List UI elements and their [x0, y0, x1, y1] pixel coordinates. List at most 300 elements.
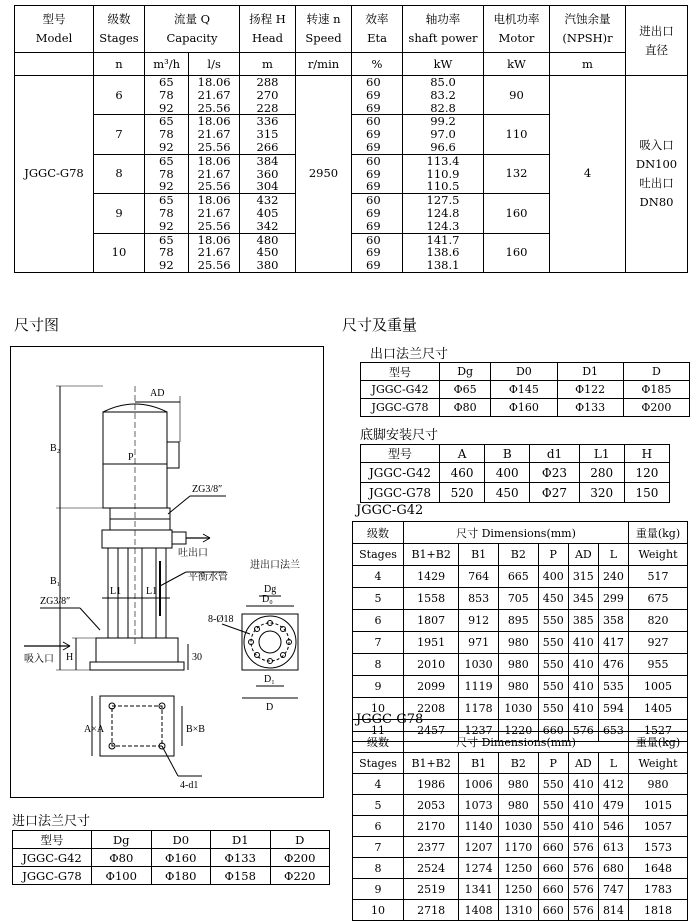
col-header: Weight — [629, 544, 688, 566]
label-b1: B₁ — [50, 576, 61, 587]
label-zg-top: ZG3/8″ — [192, 484, 223, 495]
table-row — [353, 676, 688, 698]
cell: 1310 — [498, 900, 538, 921]
cell: 120 — [624, 463, 669, 483]
cell: JGGC-G42 — [361, 463, 440, 483]
col-header: P — [538, 753, 568, 774]
dimension-drawing-title: 尺寸图 — [14, 316, 60, 334]
cell: 412 — [598, 774, 628, 795]
cell: 1237 — [459, 720, 499, 742]
col-header: 重量(kg) — [629, 522, 688, 544]
col-header: 型号 Model — [15, 6, 94, 53]
label-axa: A×A — [84, 724, 105, 735]
col-header: Dg — [440, 363, 491, 381]
flow-ls-cell: 18.06 21.67 25.56 — [189, 115, 240, 154]
col-header: A — [440, 445, 485, 463]
cell: JGGC-G78 — [361, 399, 440, 417]
cell: 550 — [538, 774, 568, 795]
cell: Φ23 — [530, 463, 579, 483]
motor-cell: 160 — [484, 233, 550, 272]
table-row — [353, 879, 688, 900]
cell: 971 — [459, 632, 499, 654]
head-cell: 384 360 304 — [240, 154, 296, 193]
cell: 546 — [598, 816, 628, 837]
cell: 705 — [498, 588, 538, 610]
cell: 4 — [353, 566, 404, 588]
col-header: D1 — [211, 831, 271, 849]
col-header: B2 — [498, 544, 538, 566]
eta-cell: 60 69 69 — [352, 76, 403, 115]
cell: 1250 — [498, 879, 538, 900]
cell: 576 — [568, 837, 598, 858]
cell: 550 — [538, 632, 568, 654]
cell: 385 — [568, 610, 598, 632]
cell: 2519 — [404, 879, 459, 900]
unit-cell: n — [94, 53, 145, 76]
cell: 476 — [598, 654, 628, 676]
base-install-title: 底脚安装尺寸 — [360, 428, 439, 443]
cell: Φ158 — [211, 867, 271, 885]
cell: 2170 — [404, 816, 459, 837]
table-row — [353, 858, 688, 879]
cell: 1818 — [629, 900, 688, 921]
flange-square — [242, 614, 298, 670]
cell: 955 — [629, 654, 688, 676]
cell: 576 — [568, 720, 598, 742]
flow-ls-cell: 18.06 21.67 25.56 — [189, 76, 240, 115]
cell: 9 — [353, 676, 404, 698]
cell: 1057 — [629, 816, 688, 837]
cell: 4 — [353, 774, 404, 795]
table-row — [353, 632, 688, 654]
cell: Φ133 — [557, 399, 623, 417]
col-header: 汽蚀余量 (NPSH)r — [550, 6, 626, 53]
flow-m3h-cell: 65 78 92 — [145, 76, 189, 115]
col-header: D0 — [151, 831, 211, 849]
cell: 550 — [538, 795, 568, 816]
cell: 2718 — [404, 900, 459, 921]
cell: 665 — [498, 566, 538, 588]
table-row — [13, 867, 330, 885]
col-header: Dg — [92, 831, 152, 849]
shaft-power-cell: 85.0 83.2 82.8 — [403, 76, 484, 115]
cell: 550 — [538, 816, 568, 837]
stage-cell: 8 — [94, 154, 145, 193]
table-header-row — [361, 445, 670, 463]
unit-cell — [15, 53, 94, 76]
cell: 814 — [598, 900, 628, 921]
cell: 1408 — [459, 900, 499, 921]
label-b2: B₂ — [50, 443, 61, 454]
cell: 320 — [579, 483, 624, 503]
cell: 299 — [598, 588, 628, 610]
cell: 345 — [568, 588, 598, 610]
label-d0: D₀ — [262, 594, 273, 605]
flow-m3h-cell: 65 78 92 — [145, 194, 189, 233]
label-l1-a: L1 — [110, 586, 122, 597]
pump-dimension-drawing — [10, 346, 324, 798]
cell: Φ160 — [491, 399, 557, 417]
cell: 550 — [538, 698, 568, 720]
cell: 980 — [629, 774, 688, 795]
cell: 358 — [598, 610, 628, 632]
unit-cell: m — [240, 53, 296, 76]
cell: Φ27 — [530, 483, 579, 503]
outlet-section — [102, 530, 172, 548]
cell: 927 — [629, 632, 688, 654]
cell: 1951 — [404, 632, 459, 654]
cell: 747 — [598, 879, 628, 900]
col-header: B — [485, 445, 530, 463]
col-header: 型号 — [361, 445, 440, 463]
cell: 1220 — [498, 720, 538, 742]
cell: 1558 — [404, 588, 459, 610]
col-header: 级数 — [353, 732, 404, 753]
label-l1-b: L1 — [146, 586, 158, 597]
cell: 550 — [538, 676, 568, 698]
cell: 912 — [459, 610, 499, 632]
cell: 980 — [498, 774, 538, 795]
flange-outer — [244, 616, 296, 668]
cell: Φ133 — [211, 849, 271, 867]
npsh-cell: 4 — [550, 76, 626, 273]
cell: 980 — [498, 632, 538, 654]
outlet-flange-table — [360, 362, 690, 417]
cell: 2524 — [404, 858, 459, 879]
cell: 2208 — [404, 698, 459, 720]
table-row — [353, 588, 688, 610]
cell: 8 — [353, 654, 404, 676]
cell: 410 — [568, 795, 598, 816]
cell: 410 — [568, 632, 598, 654]
flow-m3h-cell: 65 78 92 — [145, 154, 189, 193]
cell: 417 — [598, 632, 628, 654]
unit-cell: r/min — [296, 53, 352, 76]
label-inlet: 吸入口 — [24, 654, 54, 665]
col-header: 转速 n Speed — [296, 6, 352, 53]
cell: 764 — [459, 566, 499, 588]
table-row — [361, 463, 670, 483]
cell: 1178 — [459, 698, 499, 720]
cell: 6 — [353, 816, 404, 837]
inlet-flange-title: 进口法兰尺寸 — [12, 814, 91, 829]
cell: 576 — [568, 879, 598, 900]
base-install-table — [360, 444, 670, 503]
cell: 895 — [498, 610, 538, 632]
flow-ls-cell: 18.06 21.67 25.56 — [189, 233, 240, 272]
cell: 535 — [598, 676, 628, 698]
label-holes: 8-Ø18 — [208, 614, 234, 625]
label-ad: AD — [150, 388, 165, 399]
cell: 1429 — [404, 566, 459, 588]
flow-ls-cell: 18.06 21.67 25.56 — [189, 194, 240, 233]
cell: 9 — [353, 879, 404, 900]
inlet-section — [96, 638, 178, 662]
table-row — [361, 483, 670, 503]
table-header-row — [13, 831, 330, 849]
flange-bore — [259, 631, 281, 653]
g78-title: JGGC-G78 — [356, 712, 424, 727]
cell: Φ100 — [92, 867, 152, 885]
col-header: B1 — [459, 544, 499, 566]
flow-m3h-cell: 65 78 92 — [145, 115, 189, 154]
cell: Φ65 — [440, 381, 491, 399]
cell: 400 — [538, 566, 568, 588]
head-cell: 288 270 228 — [240, 76, 296, 115]
table-row — [361, 381, 690, 399]
cell: 576 — [568, 900, 598, 921]
col-header: 型号 — [361, 363, 440, 381]
col-header: 级数 Stages — [94, 6, 145, 53]
cell: 1005 — [629, 676, 688, 698]
cell: 660 — [538, 879, 568, 900]
cell: 1170 — [498, 837, 538, 858]
dimension-weight-title: 尺寸及重量 — [342, 316, 418, 334]
col-header: D0 — [491, 363, 557, 381]
cell: 10 — [353, 698, 404, 720]
flange-bolt-circle — [251, 623, 289, 661]
cell: Φ122 — [557, 381, 623, 399]
label-zg-left: ZG3/8″ — [40, 596, 71, 607]
cell: 594 — [598, 698, 628, 720]
col-header: L — [598, 753, 628, 774]
label-outlet: 吐出口 — [178, 548, 208, 559]
cell: 1807 — [404, 610, 459, 632]
col-header: D1 — [557, 363, 623, 381]
table-row — [353, 610, 688, 632]
cell: 400 — [485, 463, 530, 483]
cell: 460 — [440, 463, 485, 483]
stage-cell: 9 — [94, 194, 145, 233]
cell: 150 — [624, 483, 669, 503]
cell: 410 — [568, 816, 598, 837]
col-header: B2 — [498, 753, 538, 774]
cell: 1527 — [629, 720, 688, 742]
cell: 5 — [353, 795, 404, 816]
label-d1: D₁ — [264, 674, 275, 685]
label-p: P — [128, 452, 134, 463]
head-cell: 480 450 380 — [240, 233, 296, 272]
cell: Φ200 — [270, 849, 330, 867]
motor-cell: 90 — [484, 76, 550, 115]
cell: 680 — [598, 858, 628, 879]
cell: 10 — [353, 900, 404, 921]
model-cell: JGGC-G78 — [15, 76, 94, 273]
cell: Φ80 — [92, 849, 152, 867]
label-feet: 4-d1 — [180, 780, 199, 791]
cell: 450 — [538, 588, 568, 610]
cell: 450 — [485, 483, 530, 503]
head-cell: 432 405 342 — [240, 194, 296, 233]
cell: 660 — [538, 837, 568, 858]
motor-cell: 132 — [484, 154, 550, 193]
col-header: B1 — [459, 753, 499, 774]
cell: 1073 — [459, 795, 499, 816]
cell: 660 — [538, 858, 568, 879]
col-header: 电机功率 Motor — [484, 6, 550, 53]
cell: 853 — [459, 588, 499, 610]
table-row — [353, 566, 688, 588]
cell: 1405 — [629, 698, 688, 720]
eta-cell: 60 69 69 — [352, 233, 403, 272]
cell: 280 — [579, 463, 624, 483]
col-header: d1 — [530, 445, 579, 463]
cell: 1341 — [459, 879, 499, 900]
cell: 1030 — [459, 654, 499, 676]
cell: 1030 — [498, 698, 538, 720]
cell: 660 — [538, 900, 568, 921]
g42-title: JGGC-G42 — [356, 503, 424, 518]
cell: 1207 — [459, 837, 499, 858]
table-row — [13, 849, 330, 867]
cell: JGGC-G78 — [361, 483, 440, 503]
cell: 8 — [353, 858, 404, 879]
col-header: 轴功率 shaft power — [403, 6, 484, 53]
cell: 520 — [440, 483, 485, 503]
header-row — [15, 6, 688, 53]
unit-row — [15, 53, 688, 76]
cell: Φ80 — [440, 399, 491, 417]
cell: 2377 — [404, 837, 459, 858]
cell: 315 — [568, 566, 598, 588]
cell: 5 — [353, 588, 404, 610]
cell: 660 — [538, 720, 568, 742]
cell: 517 — [629, 566, 688, 588]
cell: 1140 — [459, 816, 499, 837]
cell: Φ220 — [270, 867, 330, 885]
table-header-row — [353, 753, 688, 774]
g78-dimension-table — [352, 731, 688, 921]
eta-cell: 60 69 69 — [352, 194, 403, 233]
shaft-power-cell: 113.4 110.9 110.5 — [403, 154, 484, 193]
cell: 410 — [568, 654, 598, 676]
col-header: AD — [568, 753, 598, 774]
label-flange-title: 进出口法兰 — [250, 560, 300, 571]
cell: 2099 — [404, 676, 459, 698]
cell: Φ180 — [151, 867, 211, 885]
head-cell: 336 315 266 — [240, 115, 296, 154]
port-cell: 吸入口 DN100 吐出口 DN80 — [626, 76, 688, 273]
cell: 1119 — [459, 676, 499, 698]
col-header: 级数 — [353, 522, 404, 544]
unit-cell: l/s — [189, 53, 240, 76]
unit-cell: m³/h — [145, 53, 189, 76]
table-row — [353, 774, 688, 795]
performance-table — [14, 5, 688, 273]
cell: 550 — [538, 654, 568, 676]
table-header-row — [353, 544, 688, 566]
cell: 675 — [629, 588, 688, 610]
cell: 1250 — [498, 858, 538, 879]
cell: 1015 — [629, 795, 688, 816]
table-header-row — [361, 363, 690, 381]
shaft-power-cell: 127.5 124.8 124.3 — [403, 194, 484, 233]
col-header: 型号 — [13, 831, 92, 849]
table-header-row — [353, 522, 688, 544]
motor-cell: 160 — [484, 194, 550, 233]
outlet-flange-title: 出口法兰尺寸 — [370, 347, 449, 362]
cell: 240 — [598, 566, 628, 588]
col-header: D — [623, 363, 689, 381]
label-balance-pipe: 平衡水管 — [188, 572, 228, 583]
cell: 980 — [498, 654, 538, 676]
label-dg: Dg — [264, 584, 277, 595]
cell: 410 — [568, 676, 598, 698]
cell: 2457 — [404, 720, 459, 742]
flow-m3h-cell: 65 78 92 — [145, 233, 189, 272]
g78-body — [353, 774, 688, 921]
unit-cell: m — [550, 53, 626, 76]
cell: 653 — [598, 720, 628, 742]
col-header: D — [270, 831, 330, 849]
cell: 1006 — [459, 774, 499, 795]
table-row — [15, 76, 688, 115]
col-header: P — [538, 544, 568, 566]
cell: 550 — [538, 610, 568, 632]
cell: 2010 — [404, 654, 459, 676]
cell: 1986 — [404, 774, 459, 795]
cell: Φ185 — [623, 381, 689, 399]
col-header: L — [598, 544, 628, 566]
col-header: 流量 Q Capacity — [145, 6, 240, 53]
cell: 410 — [568, 774, 598, 795]
col-header: 进出口 直径 — [626, 6, 688, 76]
inlet-flange-table — [12, 830, 330, 885]
cell: Φ160 — [151, 849, 211, 867]
table-row — [353, 816, 688, 837]
cell: 2053 — [404, 795, 459, 816]
eta-cell: 60 69 69 — [352, 115, 403, 154]
stage-cell: 7 — [94, 115, 145, 154]
col-header: 效率 Eta — [352, 6, 403, 53]
col-header: Stages — [353, 544, 404, 566]
cell: JGGC-G42 — [13, 849, 92, 867]
cell: 7 — [353, 632, 404, 654]
table-row — [353, 795, 688, 816]
col-header: Stages — [353, 753, 404, 774]
unit-cell: % — [352, 53, 403, 76]
eta-cell: 60 69 69 — [352, 154, 403, 193]
cell: 576 — [568, 858, 598, 879]
cell: JGGC-G78 — [13, 867, 92, 885]
col-header: B1+B2 — [404, 753, 459, 774]
cell: 820 — [629, 610, 688, 632]
cell: 11 — [353, 720, 404, 742]
table-row — [353, 654, 688, 676]
cell: Φ145 — [491, 381, 557, 399]
label-bxb: B×B — [186, 724, 205, 735]
cell: 6 — [353, 610, 404, 632]
cell: 479 — [598, 795, 628, 816]
table-header-row — [353, 732, 688, 753]
col-header: 尺寸 Dimensions(mm) — [404, 732, 629, 753]
col-header: 重量(kg) — [629, 732, 688, 753]
cell: 1783 — [629, 879, 688, 900]
cell: 980 — [498, 676, 538, 698]
flow-ls-cell: 18.06 21.67 25.56 — [189, 154, 240, 193]
stage-cell: 6 — [94, 76, 145, 115]
table-row — [361, 399, 690, 417]
unit-cell: kW — [484, 53, 550, 76]
cell: 1030 — [498, 816, 538, 837]
cell: JGGC-G42 — [361, 381, 440, 399]
cell: 613 — [598, 837, 628, 858]
cell: 1573 — [629, 837, 688, 858]
base-plate — [90, 662, 184, 670]
unit-cell: kW — [403, 53, 484, 76]
cell: 7 — [353, 837, 404, 858]
cell: 410 — [568, 698, 598, 720]
